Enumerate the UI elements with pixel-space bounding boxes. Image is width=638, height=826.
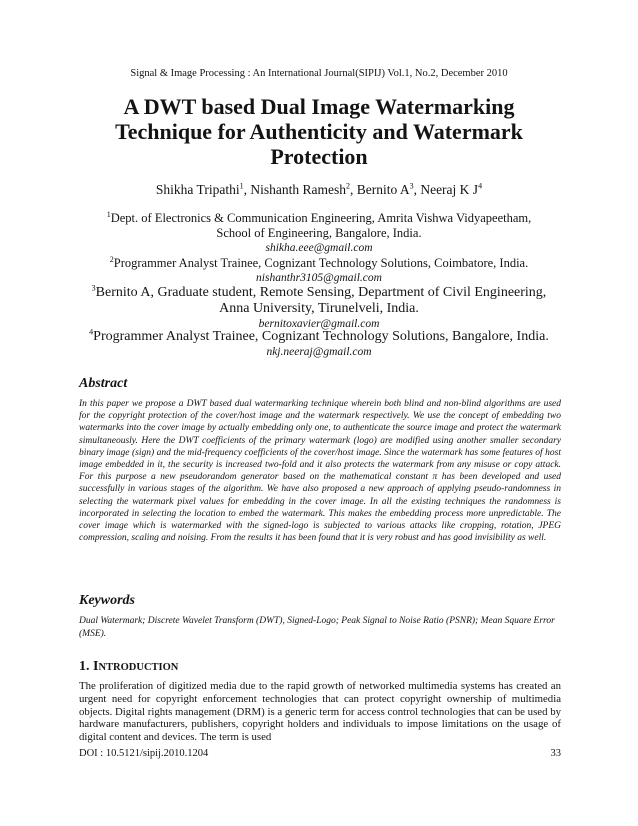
affiliation-1: $^1$Dept. of Electronics & Communication Engineering, Amrita Vishwa Vidyapeetham, School of Engineering, Bangalore, India. shikha.eee@gmail.com [60,211,578,256]
author-affil-sup: 4 [478,181,483,191]
abstract-text: In this paper we propose a DWT based dual watermarking technique wherein both blind and non-blind algorithms are used for the copyright protection of the cover/host image and the watermark respectively. We use the concept of embedding two watermarks into the cover image by actually embedding only one, to authenticate the source image and protect the watermark simultaneously. Here the DWT coefficients of the primary watermark (logo) are modified using another smaller secondary binary image (sign) and the mid-frequency coefficients of the cover/host image. Since the watermark has some features of host image embedded in it, the security is increased two-fold and it also protects the watermark from any misuse or copy attack. For this purpose a new pseudorandom generator based on the mathematical constant π has been developed and used successfully in various stages of the algorithm. We have also proposed a new approach of applying pseudo-randomness in selecting the watermark pixel values for embedding in the cover image. In all the existing techniques the randomness is incorporated in selecting the location to embed the watermark. This makes the embedding process more unpredictable. The cover image which is watermarked with the signed-logo is subjected to various attacks like cropping, rotation, JPEG compression, scaling and noising. From the results it has been found that it is very robust and has good invisibility as well. [79,399,561,544]
introduction-heading: 1. INTRODUCTION [79,659,179,674]
page-number: 33 [550,748,561,759]
author-name: Bernito A [356,182,410,197]
keywords-text: Dual Watermark; Discrete Wavelet Transform (DWT), Signed-Logo; Peak Signal to Noise Ratio (PSNR); Mean Square Error (MSE). [79,616,555,639]
author-name: Shikha Tripathi [155,182,240,197]
paper-title [90,94,548,169]
running-header: Signal & Image Processing : An International Journal(SIPIJ) Vol.1, No.2, December 2010 [130,68,508,79]
author-email[interactable]: bernitoxavier@gmail.com [258,318,380,330]
affiliation-4: $^4$Programmer Analyst Trainee, Cognizant Technology Solutions, Bangalore, India. nkj.neeraj@gmail.com [60,329,578,360]
author-name: Nishanth Ramesh [250,182,346,197]
title-line-3: Protection [270,144,368,169]
author-affil-sup: 3 [409,181,414,191]
author-name: Neeraj K J [420,182,479,197]
author-email[interactable]: nkj.neeraj@gmail.com [266,346,372,358]
author-affil-sup: 1 [239,181,244,191]
title-line-2: Technique for Authenticity and Watermark [115,119,523,144]
affiliation-3: $^3$Bernito A, Graduate student, Remote Sensing, Department of Civil Engineering, Anna University, Tirunelveli, India. bernitoxavier@gmail.com [60,285,578,332]
affiliation-2: $^2$Programmer Analyst Trainee, Cognizant Technology Solutions, Coimbatore, India. nishanthr3105@gmail.com [60,256,578,286]
introduction-text: The proliferation of digitized media due to the rapid growth of networked multimedia systems has created an urgent need for copyright enforcement technologies that can protect copyright ownership of multimedia objects. Digital rights management (DRM) is a generic term for access control technologies that can be used by hardware manufacturers, publishers, copyright holders and individuals to impose limitations on the usage of digital content and devices. The term is used [79,680,561,744]
author-email[interactable]: nishanthr3105@gmail.com [256,272,382,284]
author-list: Shikha Tripathi$^1$, Nishanth Ramesh$^2$, Bernito $A^3$, Neeraj K $J^4$ [155,181,483,197]
keywords-heading: Keywords [79,593,135,608]
abstract-heading: Abstract [79,376,128,391]
footer-doi[interactable]: DOI : 10.5121/sipij.2010.1204 [79,748,209,759]
author-affil-sup: 2 [345,181,350,191]
author-email[interactable]: shikha.eee@gmail.com [265,242,373,254]
title-line-1: A DWT based Dual Image Watermarking [123,94,515,119]
